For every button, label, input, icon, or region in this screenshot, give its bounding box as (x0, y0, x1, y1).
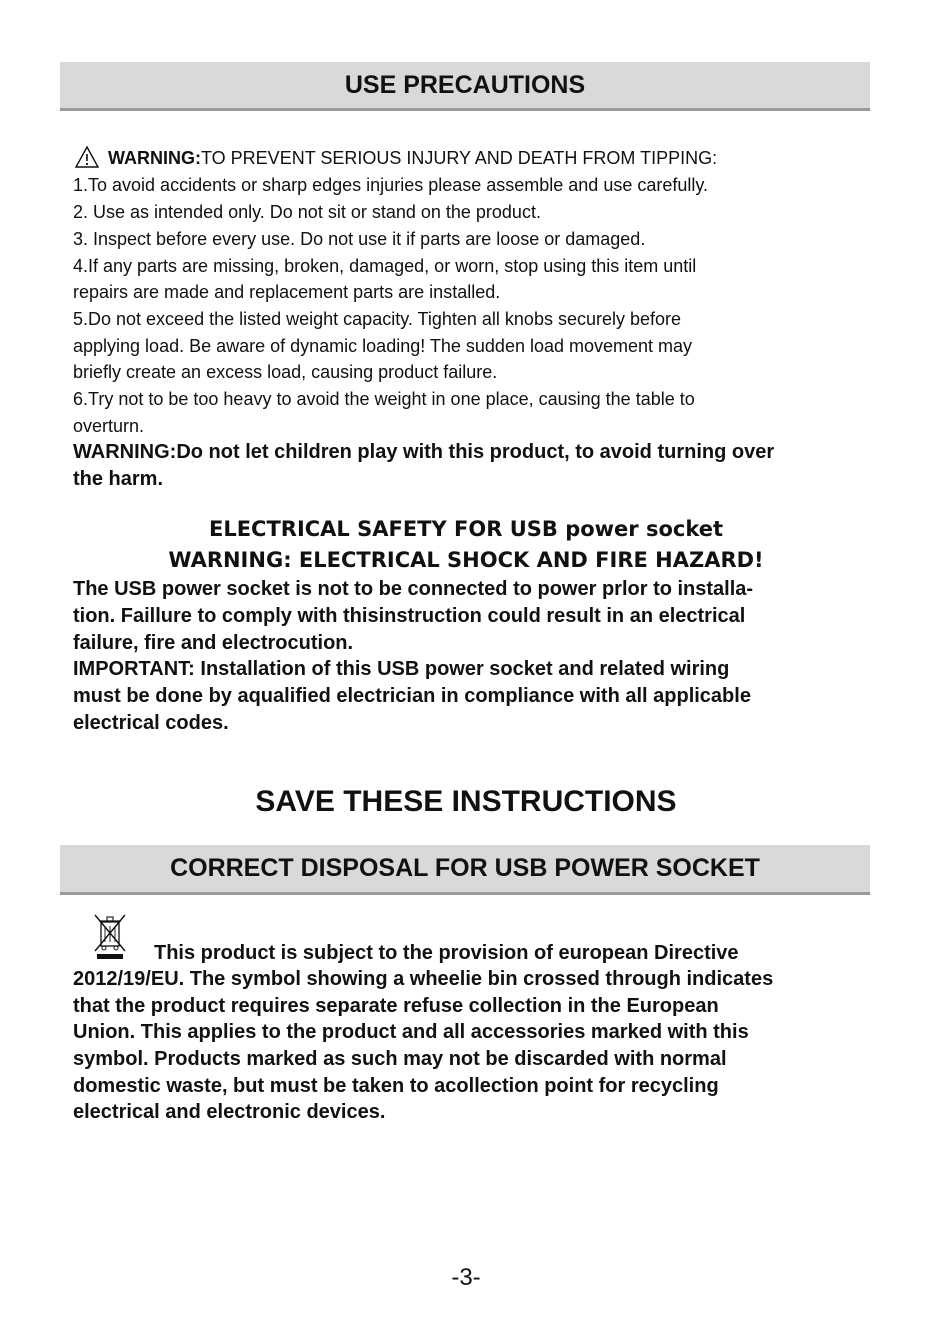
children-warning-line: WARNING:Do not let children play with this product, to avoid turning over (73, 441, 775, 463)
precaution-line: 5.Do not exceed the listed weight capacity. Tighten all knobs securely before (73, 309, 682, 329)
electrical-line: The USB power socket is not to be connected to power prlor to installa- (73, 578, 754, 600)
precaution-line: 6.Try not to be too heavy to avoid the weight in one place, causing the table to (73, 389, 695, 409)
precaution-line: 4.If any parts are missing, broken, damaged, or worn, stop using this item until (73, 256, 697, 276)
disposal-line: 2012/19/EU. The symbol showing a wheelie bin crossed through indicates (73, 968, 774, 990)
electrical-line: must be done by aqualified electrician in compliance with all applicable (73, 685, 751, 707)
crossed-wheelie-bin-icon (92, 912, 128, 960)
precaution-line: briefly create an excess load, causing product failure. (73, 362, 498, 382)
precaution-line: 3. Inspect before every use. Do not use it if parts are loose or damaged. (73, 229, 646, 249)
electrical-line: failure, fire and electrocution. (73, 632, 354, 654)
precaution-line: repairs are made and replacement parts are installed. (73, 282, 501, 302)
disposal-line: electrical and electronic devices. (73, 1101, 386, 1123)
section-header-disposal (60, 845, 870, 895)
electrical-line: tion. Faillure to comply with thisinstruction could result in an electrical (73, 605, 746, 627)
electrical-hazard-warning: WARNING: ELECTRICAL SHOCK AND FIRE HAZARD! (168, 548, 764, 572)
warning-triangle-icon (75, 146, 99, 168)
disposal-line: This product is subject to the provision of european Directive (154, 942, 739, 964)
disposal-line: symbol. Products marked as such may not be discarded with normal (73, 1048, 727, 1070)
electrical-line: IMPORTANT: Installation of this USB power socket and related wiring (73, 658, 730, 680)
electrical-line: electrical codes. (73, 712, 229, 734)
precaution-line: overturn. (73, 416, 145, 436)
precaution-line: 1.To avoid accidents or sharp edges injuries please assemble and use carefully. (73, 175, 709, 195)
children-warning-line: the harm. (73, 468, 164, 490)
disposal-line: that the product requires separate refuse collection in the European (73, 995, 719, 1017)
electrical-safety-title: ELECTRICAL SAFETY FOR USB power socket (208, 517, 724, 541)
disposal-line: Union. This applies to the product and all accessories marked with this (73, 1021, 749, 1043)
save-instructions-heading: SAVE THESE INSTRUCTIONS (255, 785, 677, 818)
warning-label: WARNING: (108, 148, 201, 168)
section-title: USE PRECAUTIONS (344, 71, 586, 99)
page-number: -3- (451, 1264, 481, 1291)
warning-line (108, 148, 717, 169)
precaution-line: applying load. Be aware of dynamic loading! The sudden load movement may (73, 336, 693, 356)
section-header-use-precautions (60, 62, 870, 111)
warning-text: TO PREVENT SERIOUS INJURY AND DEATH FROM TIPPING: (201, 148, 718, 168)
disposal-line: domestic waste, but must be taken to acollection point for recycling (73, 1075, 719, 1097)
precaution-line: 2. Use as intended only. Do not sit or stand on the product. (73, 202, 541, 222)
section-title: CORRECT DISPOSAL FOR USB POWER SOCKET (170, 854, 760, 882)
